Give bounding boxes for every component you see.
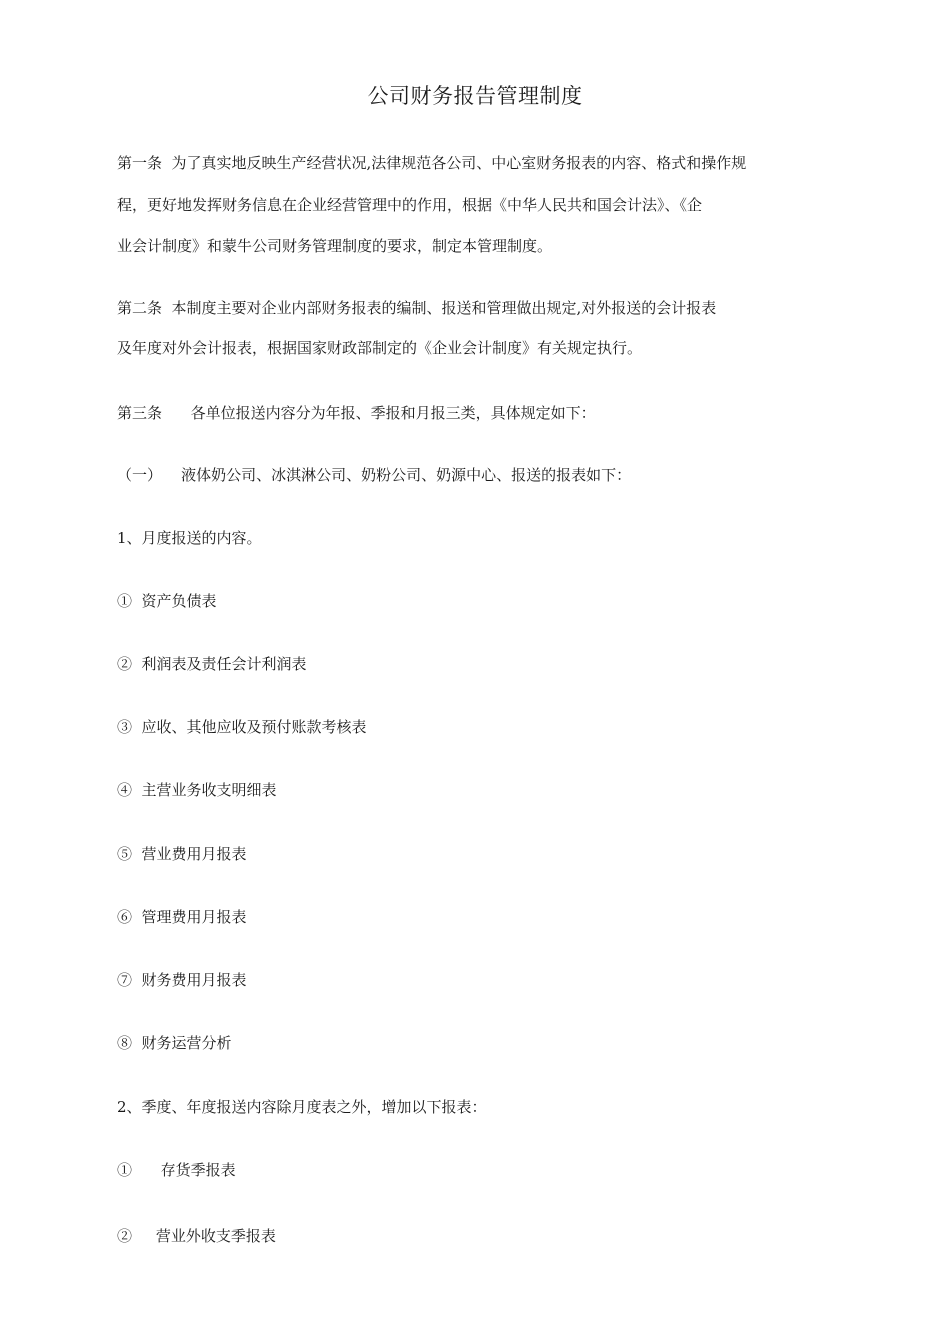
article-1-line-1: 第一条 为了真实地反映生产经营状况,法律规范各公司、中心室财务报表的内容、格式和操作规 xyxy=(117,154,747,172)
list-item: ② 营业外收支季报表 xyxy=(117,1227,276,1245)
article-1 xyxy=(117,153,837,263)
list-item: ⑦ 财务费用月报表 xyxy=(117,971,247,989)
list-item: ③ 应收、其他应收及预付账款考核表 xyxy=(117,718,367,736)
article-1-line-3: 业会计制度》和蒙牛公司财务管理制度的要求，制定本管理制度。 xyxy=(117,237,553,255)
article-1-line-2: 程，更好地发挥财务信息在企业经营管理中的作用，根据《中华人民共和国会计法》、《企 xyxy=(117,196,703,214)
list-item: ① 资产负债表 xyxy=(117,592,217,610)
list-item: ⑥ 管理费用月报表 xyxy=(117,908,247,926)
list-item: ① 存货季报表 xyxy=(117,1161,236,1179)
quarterly-heading: 2、季度、年度报送内容除月度表之外，增加以下报表： xyxy=(117,1098,487,1116)
document-title: 公司财务报告管理制度 xyxy=(367,84,583,108)
article-2-line-1: 第二条 本制度主要对企业内部财务报表的编制、报送和管理做出规定,对外报送的会计报表 xyxy=(117,299,717,317)
list-item: ⑧ 财务运营分析 xyxy=(117,1034,232,1052)
monthly-heading: 1、月度报送的内容。 xyxy=(117,529,262,547)
list-item: ⑤ 营业费用月报表 xyxy=(117,845,247,863)
article-3: 第三条 各单位报送内容分为年报、季报和月报三类，具体规定如下： xyxy=(117,404,596,422)
list-item: ② 利润表及责任会计利润表 xyxy=(117,655,307,673)
section-1-heading: （一） 液体奶公司、冰淇淋公司、奶粉公司、奶源中心、报送的报表如下： xyxy=(117,466,632,484)
article-2-line-2: 及年度对外会计报表，根据国家财政部制定的《企业会计制度》有关规定执行。 xyxy=(117,339,643,357)
article-2 xyxy=(117,298,837,368)
list-item: ④ 主营业务收支明细表 xyxy=(117,781,277,799)
